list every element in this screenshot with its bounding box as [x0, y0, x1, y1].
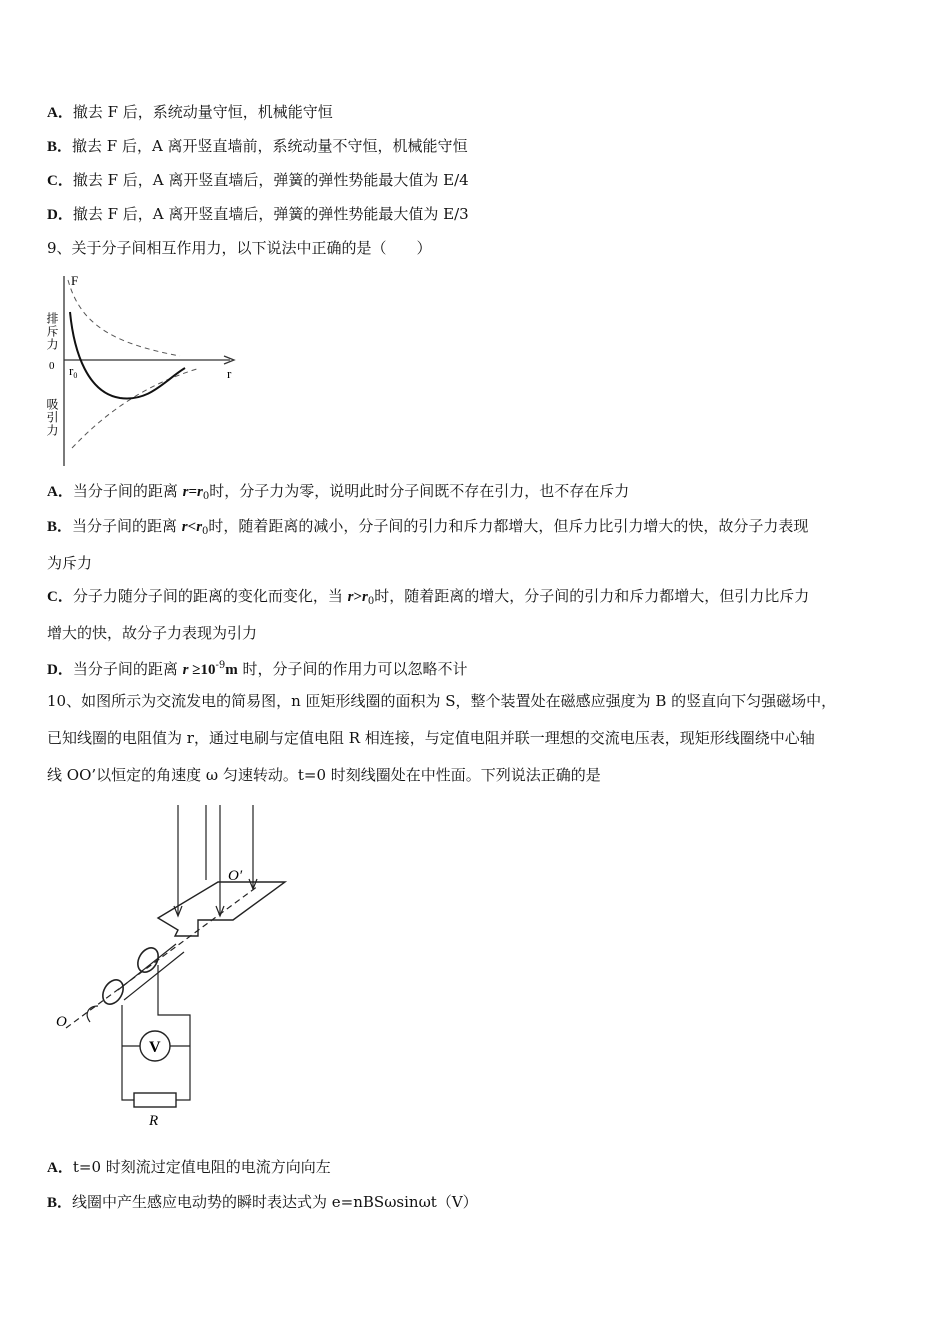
option-text: 当分子间的距离	[72, 482, 183, 500]
option-text: 时，分子力为零，说明此时分子间既不存在引力，也不存在斥力	[209, 482, 630, 500]
q9-option-a	[47, 481, 629, 507]
q10-option-b	[47, 1192, 478, 1213]
q10-stem-line-2: 已知线圈的电阻值为 r，通过电刷与定值电阻 R 相连接，与定值电阻并联一理想的交流电压表，现矩形线圈绕中心轴	[47, 729, 815, 747]
option-letter: A．	[47, 105, 73, 121]
option-letter: A．	[47, 1160, 73, 1176]
resistor	[134, 1093, 176, 1107]
q8-option-d	[47, 204, 469, 225]
o-prime-label: O′	[228, 868, 243, 884]
shaft	[118, 944, 176, 990]
q8-option-a	[47, 102, 333, 123]
option-text: 当分子间的距离	[72, 660, 183, 678]
operator: ≥10	[188, 662, 216, 678]
option-text: t=0 时刻流过定值电阻的电流方向向左	[72, 1158, 331, 1176]
exponent: -9	[215, 660, 226, 671]
var-r0: r	[362, 589, 368, 605]
ac-generator-diagram	[48, 800, 293, 1130]
subscript: 0	[367, 596, 375, 607]
q9-stem: 9、关于分子间相互作用力，以下说法中正确的是（ ）	[47, 239, 432, 257]
q9-option-c-cont: 增大的快，故分子力表现为引力	[47, 624, 258, 642]
var-r: r	[182, 662, 189, 678]
q9-option-c	[47, 586, 809, 612]
option-letter: B．	[47, 139, 73, 155]
circuit-wire	[122, 1005, 134, 1100]
q10-option-a	[47, 1157, 331, 1178]
var-r0: r	[196, 519, 203, 535]
option-letter: C．	[47, 173, 73, 189]
subscript: 0	[202, 526, 209, 537]
option-letter: B．	[47, 519, 73, 535]
option-text: 撤去 F 后，系统动量守恒，机械能守恒	[72, 103, 333, 121]
q9-option-b-cont: 为斥力	[47, 554, 93, 572]
molecular-force-graph	[40, 268, 250, 473]
var-r: r	[182, 484, 189, 500]
repulsion-curve	[68, 280, 180, 356]
unit: m	[225, 662, 238, 678]
option-text: 时，分子间的作用力可以忽略不计	[237, 660, 468, 678]
repulsion-label: 排斥力	[45, 312, 59, 351]
o-label: O	[56, 1014, 67, 1030]
option-letter: D．	[47, 662, 73, 678]
option-text: 撤去 F 后，A 离开竖直墙前，系统动量不守恒，机械能守恒	[72, 137, 468, 155]
q10-stem-line-1: 10、如图所示为交流发电的简易图，n 匝矩形线圈的面积为 S，整个装置处在磁感应强度为 B 的竖直向下匀强磁场中，	[47, 692, 837, 710]
voltmeter-label: V	[149, 1039, 161, 1056]
slip-ring	[99, 976, 128, 1008]
q10-stem-line-3: 线 OO’以恒定的角速度 ω 匀速转动。t=0 时刻线圈处在中性面。下列说法正确的是	[47, 766, 601, 784]
attraction-label: 吸引力	[45, 398, 59, 437]
option-letter: C．	[47, 589, 73, 605]
net-force-curve	[70, 312, 185, 398]
option-text: 撤去 F 后，A 离开竖直墙后，弹簧的弹性势能最大值为 E/3	[72, 205, 469, 223]
q9-option-b	[47, 516, 808, 542]
subscript: 0	[202, 491, 210, 502]
option-letter: B．	[47, 1195, 73, 1211]
option-text: 分子力随分子间的距离的变化而变化，当	[72, 587, 348, 605]
q9-option-d	[47, 656, 467, 680]
operator: <	[187, 519, 197, 535]
q8-option-c	[47, 170, 469, 191]
option-text: 线圈中产生感应电动势的瞬时表达式为 e=nBSωsinωt（V）	[72, 1193, 478, 1211]
shaft	[124, 952, 184, 1000]
y-axis-label: F	[71, 273, 79, 288]
option-text: 当分子间的距离	[72, 517, 182, 535]
option-text: 时，随着距离的减小，分子间的引力和斥力都增大，但斥力比引力增大的快，故分子力表现	[208, 517, 809, 535]
x-axis-label: r	[227, 366, 232, 381]
coil	[158, 882, 285, 936]
origin-label: 0	[49, 360, 55, 372]
q8-option-b	[47, 136, 468, 157]
option-letter: A．	[47, 484, 73, 500]
resistor-label: R	[149, 1113, 159, 1129]
circuit-wire	[176, 1046, 190, 1100]
operator: =	[188, 484, 198, 500]
option-text: 撤去 F 后，A 离开竖直墙后，弹簧的弹性势能最大值为 E/4	[72, 171, 469, 189]
r0-label: $r_0$	[69, 363, 78, 380]
option-letter: D．	[47, 207, 73, 223]
operator: >	[353, 589, 363, 605]
option-text: 时，随着距离的增大，分子间的引力和斥力都增大，但引力比斥力	[374, 587, 810, 605]
var-r: r	[347, 589, 354, 605]
var-r0: r	[197, 484, 203, 500]
var-r: r	[181, 519, 188, 535]
